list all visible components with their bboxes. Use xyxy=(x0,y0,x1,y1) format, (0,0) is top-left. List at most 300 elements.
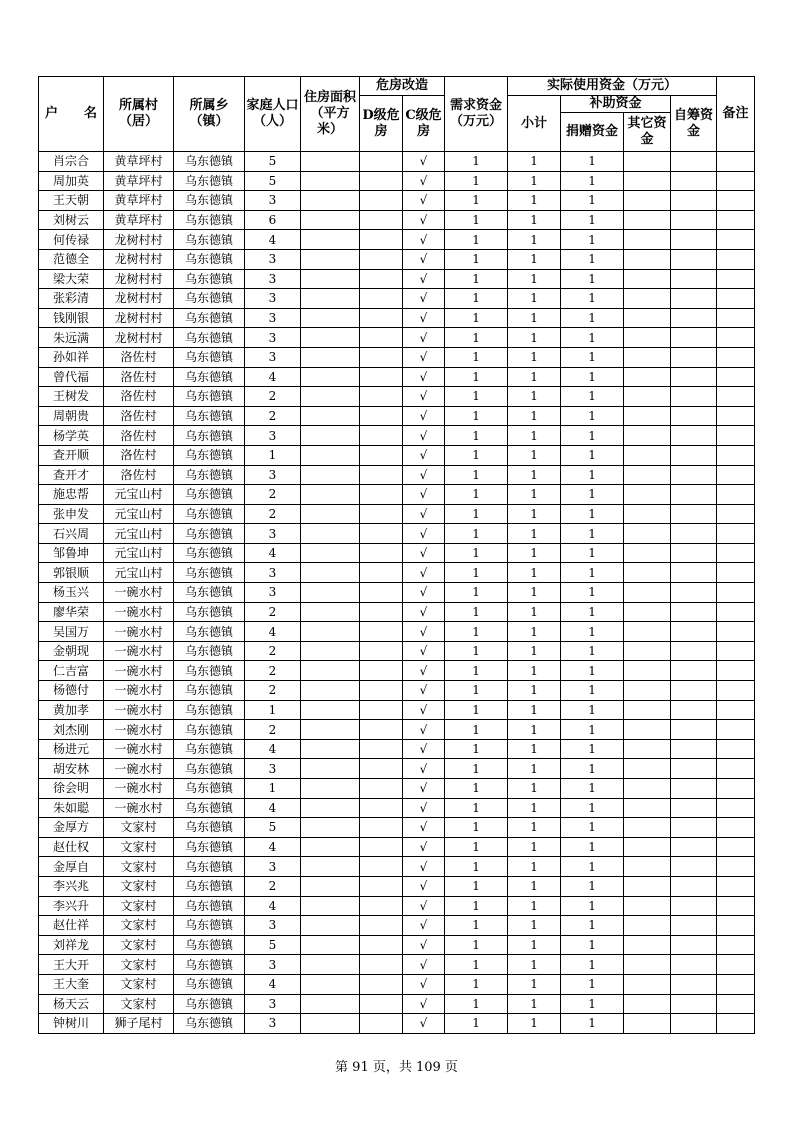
table-row xyxy=(39,191,755,211)
cell-name: 范德全 xyxy=(39,249,104,269)
cell-other xyxy=(624,445,671,465)
cell-remark xyxy=(717,524,755,544)
cell-don: 1 xyxy=(561,798,624,818)
cell-village: 一碗水村 xyxy=(104,798,174,818)
cell-self xyxy=(671,818,717,838)
cell-self xyxy=(671,289,717,309)
cell-don: 1 xyxy=(561,289,624,309)
cell-area xyxy=(301,171,360,191)
cell-sub: 1 xyxy=(508,406,561,426)
cell-don: 1 xyxy=(561,837,624,857)
cell-town: 乌东德镇 xyxy=(174,661,245,681)
cell-d xyxy=(360,504,403,524)
cell-remark xyxy=(717,504,755,524)
cell-d xyxy=(360,622,403,642)
col-header-area: 住房面积（平方米） xyxy=(301,77,360,152)
cell-remark xyxy=(717,171,755,191)
cell-name: 徐会明 xyxy=(39,779,104,799)
cell-sub: 1 xyxy=(508,641,561,661)
cell-c: √ xyxy=(403,876,445,896)
cell-area xyxy=(301,720,360,740)
cell-don: 1 xyxy=(561,720,624,740)
cell-pop: 3 xyxy=(245,524,301,544)
cell-d xyxy=(360,152,403,172)
cell-name: 李兴升 xyxy=(39,896,104,916)
cell-other xyxy=(624,583,671,603)
cell-c: √ xyxy=(403,955,445,975)
cell-town: 乌东德镇 xyxy=(174,818,245,838)
cell-remark xyxy=(717,935,755,955)
cell-don: 1 xyxy=(561,700,624,720)
cell-sub: 1 xyxy=(508,152,561,172)
cell-d xyxy=(360,720,403,740)
cell-village: 狮子尾村 xyxy=(104,1014,174,1034)
cell-d xyxy=(360,955,403,975)
cell-don: 1 xyxy=(561,759,624,779)
cell-remark xyxy=(717,779,755,799)
cell-remark xyxy=(717,269,755,289)
cell-other xyxy=(624,289,671,309)
cell-pop: 1 xyxy=(245,445,301,465)
cell-d xyxy=(360,543,403,563)
cell-sub: 1 xyxy=(508,308,561,328)
cell-self xyxy=(671,602,717,622)
cell-pop: 4 xyxy=(245,837,301,857)
cell-pop: 2 xyxy=(245,661,301,681)
cell-village: 洛佐村 xyxy=(104,445,174,465)
cell-don: 1 xyxy=(561,622,624,642)
table-row xyxy=(39,230,755,250)
cell-sub: 1 xyxy=(508,583,561,603)
cell-pop: 1 xyxy=(245,700,301,720)
cell-other xyxy=(624,798,671,818)
cell-don: 1 xyxy=(561,406,624,426)
cell-d xyxy=(360,641,403,661)
cell-c: √ xyxy=(403,289,445,309)
cell-don: 1 xyxy=(561,524,624,544)
cell-area xyxy=(301,230,360,250)
cell-remark xyxy=(717,152,755,172)
cell-village: 龙树村村 xyxy=(104,308,174,328)
cell-name: 王树发 xyxy=(39,387,104,407)
cell-remark xyxy=(717,739,755,759)
cell-pop: 5 xyxy=(245,935,301,955)
col-header-c-level: C级危房 xyxy=(403,96,445,152)
cell-d xyxy=(360,387,403,407)
cell-d xyxy=(360,916,403,936)
cell-pop: 2 xyxy=(245,681,301,701)
cell-town: 乌东德镇 xyxy=(174,485,245,505)
cell-d xyxy=(360,485,403,505)
cell-town: 乌东德镇 xyxy=(174,387,245,407)
cell-pop: 4 xyxy=(245,798,301,818)
cell-area xyxy=(301,289,360,309)
cell-town: 乌东德镇 xyxy=(174,798,245,818)
table-row xyxy=(39,289,755,309)
cell-pop: 3 xyxy=(245,1014,301,1034)
cell-need: 1 xyxy=(445,406,508,426)
cell-area xyxy=(301,387,360,407)
cell-remark xyxy=(717,818,755,838)
col-header-self: 自筹资金 xyxy=(671,96,717,152)
cell-self xyxy=(671,328,717,348)
cell-d xyxy=(360,876,403,896)
cell-other xyxy=(624,152,671,172)
cell-sub: 1 xyxy=(508,779,561,799)
cell-name: 胡安林 xyxy=(39,759,104,779)
cell-self xyxy=(671,230,717,250)
table-row xyxy=(39,465,755,485)
cell-c: √ xyxy=(403,739,445,759)
cell-area xyxy=(301,818,360,838)
cell-other xyxy=(624,622,671,642)
cell-other xyxy=(624,171,671,191)
cell-self xyxy=(671,935,717,955)
cell-sub: 1 xyxy=(508,347,561,367)
cell-remark xyxy=(717,426,755,446)
cell-self xyxy=(671,269,717,289)
cell-sub: 1 xyxy=(508,504,561,524)
cell-sub: 1 xyxy=(508,798,561,818)
col-header-name: 户 名 xyxy=(39,77,104,152)
table-row xyxy=(39,798,755,818)
cell-sub: 1 xyxy=(508,720,561,740)
cell-village: 洛佐村 xyxy=(104,387,174,407)
cell-village: 洛佐村 xyxy=(104,426,174,446)
cell-need: 1 xyxy=(445,602,508,622)
cell-need: 1 xyxy=(445,328,508,348)
cell-town: 乌东德镇 xyxy=(174,563,245,583)
cell-name: 钱刚银 xyxy=(39,308,104,328)
cell-sub: 1 xyxy=(508,445,561,465)
cell-sub: 1 xyxy=(508,935,561,955)
cell-d xyxy=(360,563,403,583)
cell-town: 乌东德镇 xyxy=(174,191,245,211)
cell-village: 一碗水村 xyxy=(104,602,174,622)
cell-remark xyxy=(717,465,755,485)
cell-name: 李兴兆 xyxy=(39,876,104,896)
cell-pop: 3 xyxy=(245,191,301,211)
cell-village: 洛佐村 xyxy=(104,465,174,485)
table-row xyxy=(39,837,755,857)
cell-area xyxy=(301,249,360,269)
col-header-subtotal: 小计 xyxy=(508,96,561,152)
cell-sub: 1 xyxy=(508,171,561,191)
cell-d xyxy=(360,602,403,622)
cell-sub: 1 xyxy=(508,818,561,838)
cell-don: 1 xyxy=(561,779,624,799)
cell-other xyxy=(624,955,671,975)
cell-c: √ xyxy=(403,563,445,583)
cell-sub: 1 xyxy=(508,974,561,994)
cell-don: 1 xyxy=(561,563,624,583)
cell-don: 1 xyxy=(561,994,624,1014)
cell-town: 乌东德镇 xyxy=(174,916,245,936)
table-row xyxy=(39,347,755,367)
cell-sub: 1 xyxy=(508,426,561,446)
cell-area xyxy=(301,445,360,465)
cell-name: 金厚方 xyxy=(39,818,104,838)
cell-remark xyxy=(717,955,755,975)
col-header-actual: 实际使用资金（万元） xyxy=(508,77,717,96)
cell-d xyxy=(360,347,403,367)
cell-d xyxy=(360,308,403,328)
cell-pop: 4 xyxy=(245,543,301,563)
cell-town: 乌东德镇 xyxy=(174,524,245,544)
cell-pop: 4 xyxy=(245,974,301,994)
cell-remark xyxy=(717,700,755,720)
cell-d xyxy=(360,837,403,857)
cell-self xyxy=(671,504,717,524)
cell-other xyxy=(624,720,671,740)
cell-self xyxy=(671,465,717,485)
cell-sub: 1 xyxy=(508,876,561,896)
cell-need: 1 xyxy=(445,622,508,642)
cell-name: 肖宗合 xyxy=(39,152,104,172)
cell-other xyxy=(624,935,671,955)
cell-pop: 3 xyxy=(245,249,301,269)
cell-c: √ xyxy=(403,700,445,720)
cell-d xyxy=(360,328,403,348)
cell-remark xyxy=(717,328,755,348)
cell-name: 周加英 xyxy=(39,171,104,191)
cell-sub: 1 xyxy=(508,465,561,485)
cell-pop: 3 xyxy=(245,857,301,877)
cell-village: 一碗水村 xyxy=(104,739,174,759)
cell-town: 乌东德镇 xyxy=(174,328,245,348)
cell-need: 1 xyxy=(445,779,508,799)
cell-pop: 3 xyxy=(245,759,301,779)
cell-area xyxy=(301,896,360,916)
cell-area xyxy=(301,974,360,994)
cell-c: √ xyxy=(403,347,445,367)
cell-pop: 2 xyxy=(245,406,301,426)
cell-town: 乌东德镇 xyxy=(174,367,245,387)
cell-self xyxy=(671,524,717,544)
cell-village: 元宝山村 xyxy=(104,485,174,505)
cell-pop: 5 xyxy=(245,818,301,838)
cell-town: 乌东德镇 xyxy=(174,896,245,916)
cell-name: 杨进元 xyxy=(39,739,104,759)
cell-don: 1 xyxy=(561,896,624,916)
cell-remark xyxy=(717,974,755,994)
cell-sub: 1 xyxy=(508,387,561,407)
cell-remark xyxy=(717,857,755,877)
cell-name: 郭银顺 xyxy=(39,563,104,583)
cell-don: 1 xyxy=(561,269,624,289)
cell-town: 乌东德镇 xyxy=(174,406,245,426)
cell-don: 1 xyxy=(561,681,624,701)
cell-area xyxy=(301,661,360,681)
cell-village: 一碗水村 xyxy=(104,759,174,779)
cell-other xyxy=(624,504,671,524)
cell-c: √ xyxy=(403,504,445,524)
cell-village: 洛佐村 xyxy=(104,347,174,367)
cell-sub: 1 xyxy=(508,994,561,1014)
cell-d xyxy=(360,171,403,191)
table-row xyxy=(39,700,755,720)
cell-d xyxy=(360,935,403,955)
cell-don: 1 xyxy=(561,485,624,505)
cell-d xyxy=(360,759,403,779)
cell-don: 1 xyxy=(561,1014,624,1034)
cell-other xyxy=(624,759,671,779)
cell-town: 乌东德镇 xyxy=(174,837,245,857)
cell-town: 乌东德镇 xyxy=(174,347,245,367)
cell-town: 乌东德镇 xyxy=(174,269,245,289)
cell-d xyxy=(360,406,403,426)
cell-pop: 4 xyxy=(245,739,301,759)
cell-don: 1 xyxy=(561,543,624,563)
cell-don: 1 xyxy=(561,916,624,936)
cell-don: 1 xyxy=(561,191,624,211)
cell-remark xyxy=(717,543,755,563)
table-row xyxy=(39,681,755,701)
cell-pop: 3 xyxy=(245,289,301,309)
cell-town: 乌东德镇 xyxy=(174,641,245,661)
cell-sub: 1 xyxy=(508,955,561,975)
cell-don: 1 xyxy=(561,955,624,975)
cell-don: 1 xyxy=(561,152,624,172)
cell-name: 朱远满 xyxy=(39,328,104,348)
cell-town: 乌东德镇 xyxy=(174,602,245,622)
cell-sub: 1 xyxy=(508,1014,561,1034)
cell-sub: 1 xyxy=(508,739,561,759)
cell-village: 一碗水村 xyxy=(104,720,174,740)
cell-don: 1 xyxy=(561,935,624,955)
cell-self xyxy=(671,720,717,740)
cell-c: √ xyxy=(403,779,445,799)
table-row xyxy=(39,269,755,289)
cell-remark xyxy=(717,720,755,740)
cell-self xyxy=(671,876,717,896)
cell-village: 一碗水村 xyxy=(104,661,174,681)
cell-village: 文家村 xyxy=(104,876,174,896)
cell-village: 文家村 xyxy=(104,955,174,975)
cell-village: 黄草坪村 xyxy=(104,171,174,191)
cell-remark xyxy=(717,347,755,367)
cell-don: 1 xyxy=(561,583,624,603)
cell-sub: 1 xyxy=(508,543,561,563)
cell-town: 乌东德镇 xyxy=(174,171,245,191)
cell-c: √ xyxy=(403,641,445,661)
cell-sub: 1 xyxy=(508,367,561,387)
cell-need: 1 xyxy=(445,563,508,583)
cell-area xyxy=(301,406,360,426)
cell-pop: 2 xyxy=(245,504,301,524)
cell-town: 乌东德镇 xyxy=(174,445,245,465)
cell-c: √ xyxy=(403,622,445,642)
col-header-population: 家庭人口（人） xyxy=(245,77,301,152)
table-row xyxy=(39,210,755,230)
cell-name: 刘杰刚 xyxy=(39,720,104,740)
cell-need: 1 xyxy=(445,857,508,877)
cell-c: √ xyxy=(403,543,445,563)
cell-area xyxy=(301,367,360,387)
table-row xyxy=(39,641,755,661)
cell-d xyxy=(360,681,403,701)
cell-pop: 3 xyxy=(245,465,301,485)
cell-don: 1 xyxy=(561,426,624,446)
cell-c: √ xyxy=(403,426,445,446)
cell-don: 1 xyxy=(561,602,624,622)
cell-c: √ xyxy=(403,171,445,191)
cell-area xyxy=(301,857,360,877)
cell-remark xyxy=(717,896,755,916)
cell-other xyxy=(624,837,671,857)
cell-pop: 4 xyxy=(245,367,301,387)
cell-remark xyxy=(717,249,755,269)
cell-self xyxy=(671,308,717,328)
cell-other xyxy=(624,269,671,289)
cell-area xyxy=(301,759,360,779)
cell-other xyxy=(624,916,671,936)
cell-sub: 1 xyxy=(508,896,561,916)
cell-town: 乌东德镇 xyxy=(174,210,245,230)
cell-area xyxy=(301,524,360,544)
cell-name: 杨学英 xyxy=(39,426,104,446)
cell-need: 1 xyxy=(445,289,508,309)
cell-pop: 3 xyxy=(245,328,301,348)
cell-village: 元宝山村 xyxy=(104,543,174,563)
cell-self xyxy=(671,171,717,191)
cell-c: √ xyxy=(403,367,445,387)
cell-self xyxy=(671,739,717,759)
cell-c: √ xyxy=(403,524,445,544)
cell-self xyxy=(671,798,717,818)
cell-village: 洛佐村 xyxy=(104,367,174,387)
cell-don: 1 xyxy=(561,818,624,838)
cell-pop: 1 xyxy=(245,779,301,799)
cell-area xyxy=(301,700,360,720)
cell-sub: 1 xyxy=(508,524,561,544)
cell-don: 1 xyxy=(561,328,624,348)
cell-name: 仁吉富 xyxy=(39,661,104,681)
cell-d xyxy=(360,465,403,485)
cell-c: √ xyxy=(403,308,445,328)
cell-c: √ xyxy=(403,249,445,269)
cell-self xyxy=(671,955,717,975)
cell-remark xyxy=(717,445,755,465)
cell-area xyxy=(301,210,360,230)
cell-self xyxy=(671,681,717,701)
table-row xyxy=(39,485,755,505)
cell-town: 乌东德镇 xyxy=(174,681,245,701)
cell-other xyxy=(624,896,671,916)
cell-remark xyxy=(717,876,755,896)
cell-remark xyxy=(717,583,755,603)
cell-d xyxy=(360,367,403,387)
cell-pop: 2 xyxy=(245,876,301,896)
cell-c: √ xyxy=(403,465,445,485)
cell-village: 一碗水村 xyxy=(104,779,174,799)
cell-self xyxy=(671,583,717,603)
table-row xyxy=(39,818,755,838)
cell-remark xyxy=(717,563,755,583)
table-row xyxy=(39,367,755,387)
cell-remark xyxy=(717,191,755,211)
cell-sub: 1 xyxy=(508,563,561,583)
cell-d xyxy=(360,700,403,720)
cell-other xyxy=(624,994,671,1014)
cell-other xyxy=(624,347,671,367)
cell-c: √ xyxy=(403,485,445,505)
cell-village: 龙树村村 xyxy=(104,249,174,269)
cell-town: 乌东德镇 xyxy=(174,426,245,446)
cell-need: 1 xyxy=(445,818,508,838)
cell-village: 文家村 xyxy=(104,896,174,916)
cell-name: 孙如祥 xyxy=(39,347,104,367)
